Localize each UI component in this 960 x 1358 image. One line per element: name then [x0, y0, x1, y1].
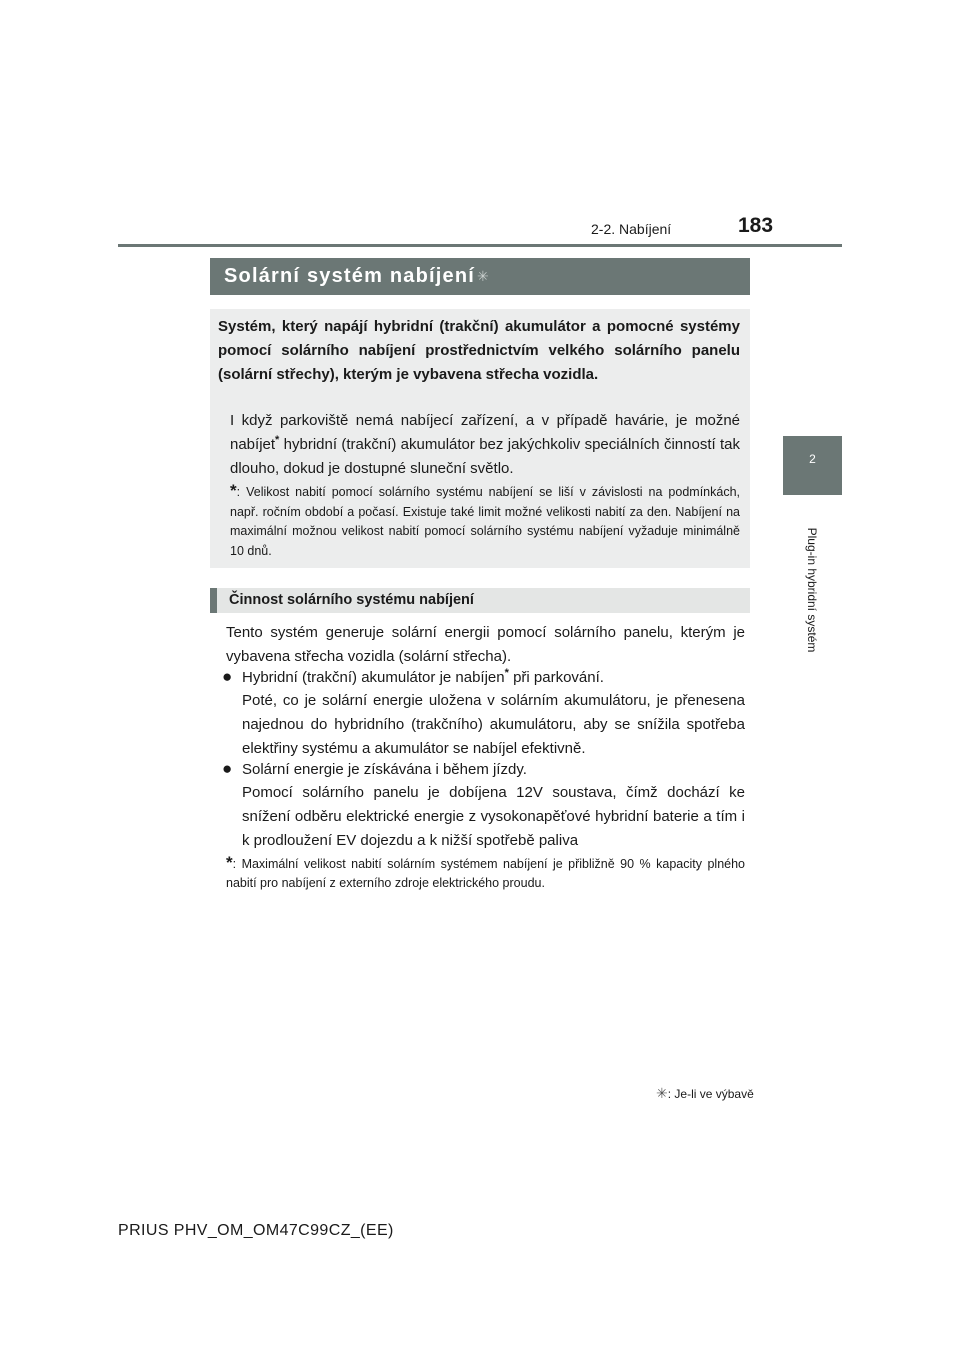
page-number: 183: [738, 214, 774, 237]
bullet-text: Hybridní (trakční) akumulátor je nabíjen: [242, 669, 505, 686]
availability-note: [656, 1085, 754, 1102]
intro-body-end: hybridní (trakční) akumulátor bez jakýchkoliv speciálních činností tak dlouho, dokud je dostupné sluneční světlo.: [230, 436, 740, 477]
bullet-detail: Poté, co je solární energie uložena v solárním akumulátoru, je přenesena najednou do hybridního (trakčního) akumulátoru, aby se snížila spotřeba elektřiny systému a akumulátor se nabíjel efektivně.: [242, 692, 745, 757]
section-heading: Činnost solárního systému nabíjení: [229, 592, 474, 608]
page-title-bar: [210, 258, 750, 295]
header-divider: [118, 244, 842, 247]
page-title-text: Solární systém nabíjení: [224, 265, 476, 287]
availability-text: : Je-li ve výbavě: [667, 1087, 754, 1101]
section-heading-bar: [210, 588, 750, 613]
document-code: PRIUS PHV_OM_OM47C99CZ_(EE): [118, 1222, 394, 1239]
section-label: 2-2. Nabíjení: [591, 221, 672, 237]
bullet-text-end: při parkování.: [508, 669, 604, 686]
intro-body: [230, 409, 740, 481]
intro-footnote: [230, 481, 740, 561]
footnote-star: *: [226, 853, 233, 872]
bullet-item: [222, 757, 527, 782]
bullet-detail: Pomocí solárního panelu je dobíjena 12V soustava, čímž dochází ke snížení odběru elektrické energie z vysokonapěťové hybridní baterie a tím i k prodloužení EV dojezdu a k nižší spotřebě paliva: [242, 784, 745, 849]
page-title: [224, 263, 490, 290]
optional-equipment-icon: ✳: [477, 268, 490, 284]
bullet-icon: ●: [222, 667, 233, 686]
optional-equipment-icon: ✳: [656, 1085, 668, 1101]
section-footnote-text: : Maximální velikost nabití solárním systémem nabíjení je přibližně 90 % kapacity plného nabití pro nabíjení z externího zdroje elektrického proudu.: [226, 857, 745, 890]
footnote-marker: *: [275, 434, 280, 446]
section-paragraph: Tento systém generuje solární energii pomocí solárního panelu, kterým je vybavena střecha vozidla (solární střecha).: [226, 624, 745, 665]
intro-summary: Systém, který napájí hybridní (trakční) akumulátor a pomocné systémy pomocí solárního nabíjení prostřednictvím velkého solárního panelu (solární střechy), kterým je vybavena střecha vozidla.: [218, 318, 740, 383]
section-footnote: [226, 853, 745, 893]
bullet-item: [222, 665, 604, 690]
intro-box: [210, 309, 750, 568]
bullet-icon: ●: [222, 759, 233, 778]
footnote-star: *: [230, 481, 237, 500]
chapter-title: Plug-in hybridní systém: [805, 527, 819, 653]
chapter-number: 2: [809, 452, 816, 466]
footnote-marker: *: [504, 667, 509, 679]
intro-body-start: I když parkoviště nemá nabíjecí zařízení, a v případě havárie, je možné nabíjet: [230, 412, 740, 453]
bullet-text: Solární energie je získávána i během jízdy.: [242, 761, 527, 778]
intro-footnote-text: : Velikost nabití pomocí solárního systému nabíjení se liší v závislosti na podmínkách, např. ročním období a počasí. Existuje také limit možné velikosti nabití za den. Nabíjení na maximální možnou velikost nabití pomocí solárního systému nabíjení vyžaduje minimálně 10 dnů.: [230, 485, 740, 558]
